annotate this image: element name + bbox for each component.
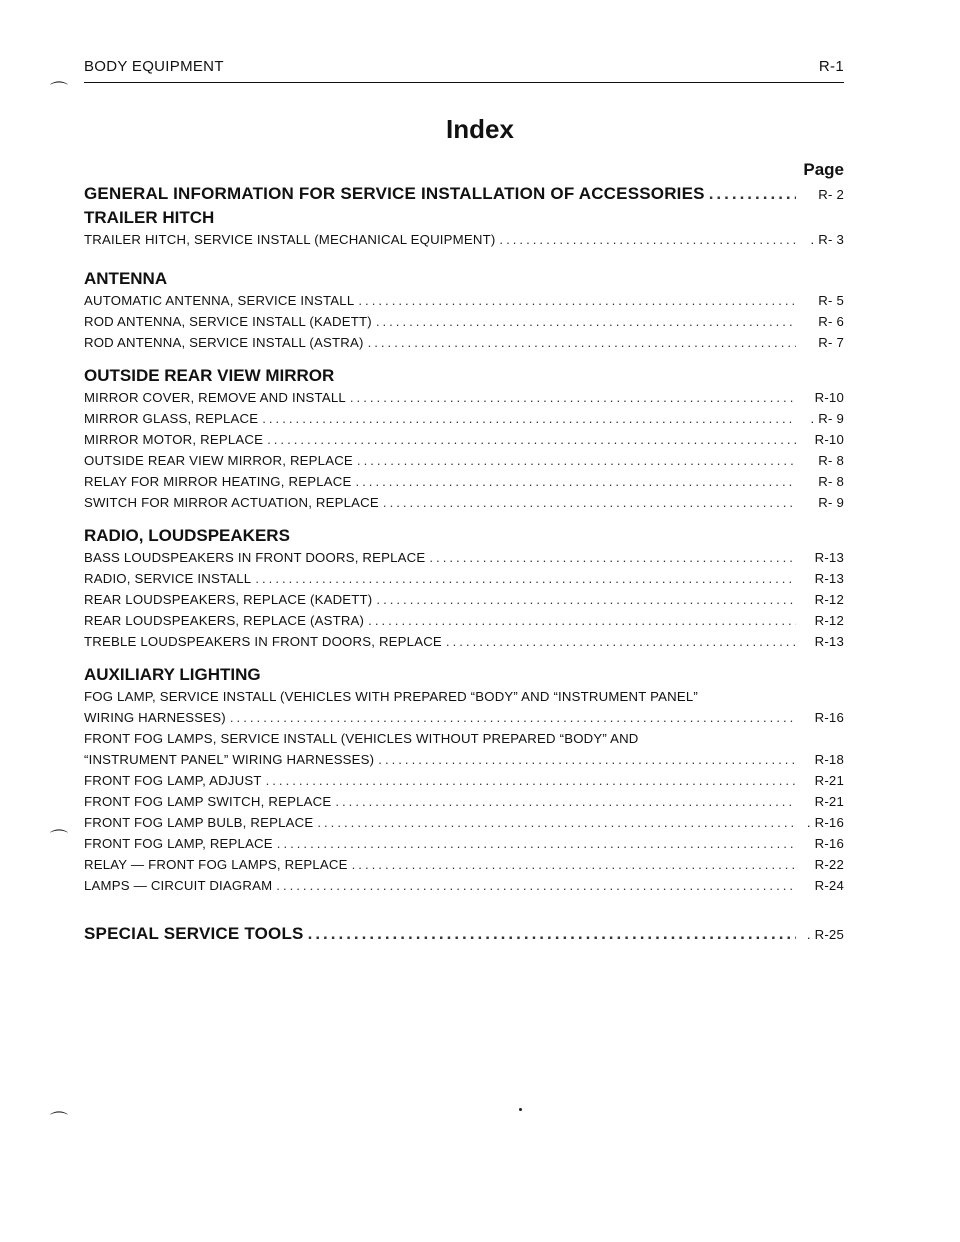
header-rule — [84, 82, 844, 83]
running-header — [84, 58, 844, 75]
dot-leader — [335, 791, 796, 812]
toc-entry-continued-line[interactable]: FRONT FOG LAMPS, SERVICE INSTALL (VEHICLES WITHOUT PREPARED “BODY” AND — [84, 731, 639, 746]
dot-leader — [446, 631, 796, 652]
page-title: Index — [446, 114, 514, 144]
toc-entry[interactable]: MIRROR GLASS, REPLACE ..... . R- 9 — [84, 408, 844, 429]
toc-entry[interactable]: FRONT FOG LAMP BULB, REPLACE ..... . R-16 — [84, 812, 844, 833]
toc-entry[interactable]: RADIO, SERVICE INSTALL ..... R-13 — [84, 568, 844, 589]
section-heading: ANTENNA — [84, 269, 168, 288]
toc-entry[interactable]: BASS LOUDSPEAKERS IN FRONT DOORS, REPLACE ..... R-13 — [84, 547, 844, 568]
toc-entry[interactable]: SWITCH FOR MIRROR ACTUATION, REPLACE ..... R- 9 — [84, 492, 844, 513]
header-section-title: BODY EQUIPMENT — [84, 58, 224, 75]
section-trailer-hitch — [84, 207, 844, 250]
page-column-heading: Page — [803, 160, 844, 179]
dot-leader — [357, 450, 796, 471]
section-auxiliary-lighting — [84, 664, 844, 896]
toc-entry[interactable]: MIRROR COVER, REMOVE AND INSTALL ..... R-10 — [84, 387, 844, 408]
dot-leader — [308, 922, 796, 946]
dot-leader — [266, 770, 796, 791]
toc-entry[interactable]: REAR LOUDSPEAKERS, REPLACE (ASTRA) ..... R-12 — [84, 610, 844, 631]
dot-leader — [376, 589, 796, 610]
toc-entry[interactable]: FRONT FOG LAMP SWITCH, REPLACE ..... R-21 — [84, 791, 844, 812]
dot-leader — [368, 332, 796, 353]
dot-leader — [358, 290, 796, 311]
toc-entry[interactable]: WIRING HARNESSES) ..... R-16 — [84, 707, 844, 728]
dot-leader — [499, 229, 796, 250]
toc-entry[interactable]: OUTSIDE REAR VIEW MIRROR, REPLACE ..... R- 8 — [84, 450, 844, 471]
toc-entry[interactable]: RELAY FOR MIRROR HEATING, REPLACE ..... R- 8 — [84, 471, 844, 492]
dot-leader — [262, 408, 796, 429]
stray-dot — [519, 1108, 522, 1111]
toc-entry[interactable]: MIRROR MOTOR, REPLACE ..... R-10 — [84, 429, 844, 450]
dot-leader — [267, 429, 796, 450]
toc-entry[interactable]: LAMPS — CIRCUIT DIAGRAM ..... R-24 — [84, 875, 844, 896]
toc-entry-general-information[interactable]: GENERAL INFORMATION FOR SERVICE INSTALLATION OF ACCESSORIES ..... R- 2 — [84, 182, 844, 207]
section-heading: RADIO, LOUDSPEAKERS — [84, 526, 290, 545]
dot-leader — [378, 749, 796, 770]
toc-entry[interactable]: TRAILER HITCH, SERVICE INSTALL (MECHANICAL EQUIPMENT) ..... . R- 3 — [84, 229, 844, 250]
toc-entry-continued-line[interactable]: FOG LAMP, SERVICE INSTALL (VEHICLES WITH PREPARED “BODY” AND “INSTRUMENT PANEL” — [84, 689, 698, 704]
dot-leader — [277, 833, 796, 854]
dot-leader — [317, 812, 796, 833]
dot-leader — [429, 547, 796, 568]
margin-mark: ⌒ — [50, 829, 68, 849]
dot-leader — [350, 387, 796, 408]
toc-entry[interactable]: FRONT FOG LAMP, REPLACE ..... R-16 — [84, 833, 844, 854]
dot-leader — [383, 492, 796, 513]
dot-leader — [352, 854, 796, 875]
dot-leader — [355, 471, 796, 492]
dot-leader — [376, 311, 796, 332]
section-antenna — [84, 268, 844, 353]
dot-leader — [255, 568, 796, 589]
toc-entry[interactable]: FRONT FOG LAMP, ADJUST ..... R-21 — [84, 770, 844, 791]
section-heading: OUTSIDE REAR VIEW MIRROR — [84, 366, 335, 385]
section-special-service-tools — [84, 922, 844, 947]
section-heading: AUXILIARY LIGHTING — [84, 665, 261, 684]
toc-entry[interactable]: TREBLE LOUDSPEAKERS IN FRONT DOORS, REPLACE ..... R-13 — [84, 631, 844, 652]
dot-leader — [230, 707, 796, 728]
section-radio-loudspeakers — [84, 525, 844, 652]
toc-entry[interactable]: “INSTRUMENT PANEL” WIRING HARNESSES) ..... R-18 — [84, 749, 844, 770]
header-page-number: R-1 — [818, 58, 844, 75]
dot-leader — [276, 875, 796, 896]
index-list — [84, 160, 844, 947]
margin-mark: ⌒ — [50, 1111, 68, 1131]
section-outside-rear-view-mirror — [84, 365, 844, 513]
toc-entry-special-service-tools[interactable]: SPECIAL SERVICE TOOLS ..... . R-25 — [84, 922, 844, 947]
margin-mark: ⌒ — [50, 81, 68, 101]
toc-entry[interactable]: AUTOMATIC ANTENNA, SERVICE INSTALL ..... R- 5 — [84, 290, 844, 311]
section-heading: TRAILER HITCH — [84, 208, 215, 227]
dot-leader — [709, 182, 796, 206]
dot-leader — [368, 610, 796, 631]
toc-entry[interactable]: ROD ANTENNA, SERVICE INSTALL (ASTRA) ..... R- 7 — [84, 332, 844, 353]
toc-entry[interactable]: RELAY — FRONT FOG LAMPS, REPLACE ..... R-22 — [84, 854, 844, 875]
toc-entry[interactable]: ROD ANTENNA, SERVICE INSTALL (KADETT) ..... R- 6 — [84, 311, 844, 332]
toc-entry[interactable]: REAR LOUDSPEAKERS, REPLACE (KADETT) ..... R-12 — [84, 589, 844, 610]
